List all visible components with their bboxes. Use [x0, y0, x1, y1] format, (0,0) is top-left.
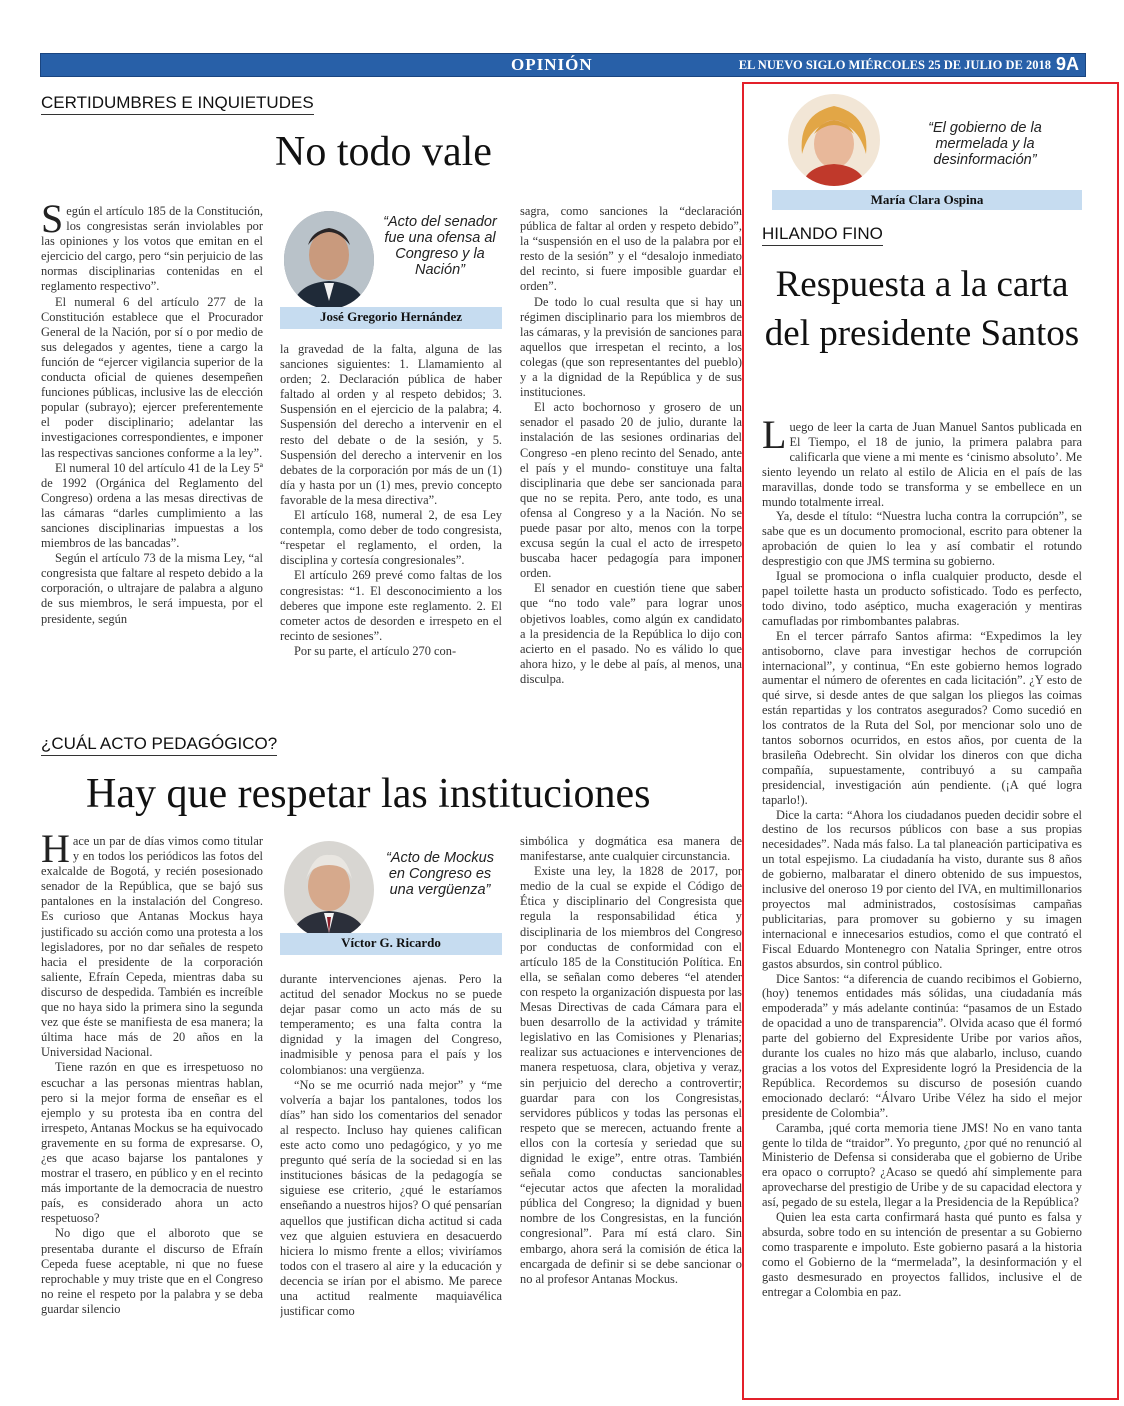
- drop-cap: S: [41, 204, 64, 241]
- pull-quote: “Acto del senador fue una ofensa al Congreso y la Nación”: [383, 214, 497, 278]
- portrait-illustration: [284, 211, 374, 309]
- author-quote-box: [280, 836, 502, 962]
- article3-body: L uego de leer la carta de Juan Manuel Santos publicada en El Tiempo, el 18 de junio, la primera palabra para calificarla que viene a mi mente es ‘cinismo absoluto’. Me siento leyendo un relato al estilo de Alicia en el país de las maravillas, donde todo se transforma y se embellece en un mundo totalmente irreal. Ya, desde el título: “Nuestra lucha contra la corrupción”, se sabe que es un documento promocional, escrito para obtener la aprobación de quien lo lea y así combatir el rotundo desprestigio con que JMS termina su gobierno. Igual se promociona o infla cualquier producto, desde el papel toilette hasta un producto sofisticado. Todo es perfecto, todo divino, todo aséptico, mucha exageración y mentiras camufladas por rimbombantes palabras. En el tercer párrafo Santos afirma: “Expedimos la ley antisoborno, clave para investigar hechos de corrupción internacional”, y continua, “En este gobierno hemos logrado aumentar el número de oferentes en cada licitación”. ¿Y esto de qué sirve, si desde antes de que salgan los pliegos las coimas están repartidas y los contratos asegurados? Como sucedió en los contratos de la Ruta del Sol, por mencionar solo uno de tantos sobornos ocurridos, en estos años, por cuenta de la brasileña Odebrecht. Sin olvidar los dineros con que dicha compañía, supuestamente, contribuyó a su campaña presidencial, investigación aún pendiente. (¡A qué logra taparlo!). Dice la carta: “Ahora los ciudadanos pueden decidir sobre el destino de los recursos públicos con base a sus propias necesidades”. Nada más falso. La tal planeación participativa es un total espejismo. La ciudadanía ha visto, durante sus 8 años de gobierno, malbaratar el dinero obtenido de sus impuestos, inclusive del oneroso 19 por ciento del IVA, en multimillonarios proyectos mal administrados, costosísimas campañas publicitarias, para promover su gobierno y su imagen internacional e innecesarios estudios, como el que contrató el Fiscal Eduardo Montenegro con Natalia Springer, entre otros gastos absurdos, sin control público. Dice Santos: “a diferencia de cuando recibimos el Gobierno, (hoy) tenemos entidades más sólidas, una ciudadanía más empoderada” y más adelante continúa: “pasamos de un Estado de opacidad a uno de transparencia”. Olvida acaso que él formó parte del gobierno del Expresidente Uribe por varios años, durante los cuales no hizo más que alabarlo, incluso, cuando gracias a los votos del Expresidente logró la Presidencia de la República. Recordemos su discurso de posesión cuando emocionado declaró: “Álvaro Uribe Vélez ha sido el mejor presidente de Colombia”. Caramba, ¡qué corta memoria tiene JMS! No en vano tanta gente lo tilda de “traidor”. Yo pregunto, ¿por qué no renunció al Ministerio de Defensa si consideraba que el gobierno de Uribe era opaco o corrupto? ¿Acaso se quedó ahí simplemente para aprovecharse del prestigio de Uribe y de su capacidad electora y así, pegado de su estela, llegar a la Presidencia de la República? Quien lea esta carta confirmará hasta qué punto es falsa y absurda, sobre todo en su intención de presentar a su Gobierno como trasparente e impoluto. Este gobierno pasará a la historia como el Gobierno de la “mermelada”, la desinformación y el gasto desmesurado en proyectos fallidos, inclusive el de entregar a Colombia en paz.: [762, 420, 1082, 1299]
- article2-kicker: ¿CUÁL ACTO PEDAGÓGICO?: [41, 734, 277, 756]
- article3-headline: Respuesta a la carta del presidente Santos: [764, 264, 1080, 354]
- article1-column-1: S egún el artículo 185 de la Constitución, los congresistas serán inviolables por las opiniones y los votos que emitan en el ejercicio del cargo, pero “sin perjuicio de las normas disciplinarias contenidas en el reglamento respectivo”. El numeral 6 del artículo 277 de la Constitución establece que el Procurador General de la Nación, por sí o por medio de sus delegados y agentes, tiene a cargo la función de “ejercer vigilancia superior de la conducta oficial de quienes desempeñen funciones públicas, inclusive las de elección popular (subrayo); ejercer preferentemente el poder disciplinario; adelantar las investigaciones correspondientes, e imponer las respectivas sanciones conforme a la ley”. El numeral 10 del artículo 41 de la Ley 5ª de 1992 (Orgánica del Reglamento del Congreso) ordena a las mesas directivas de las cámaras “darles cumplimiento a las sanciones disciplinarias impuestas a los miembros de las bancadas”. Según el artículo 73 de la misma Ley, “al congresista que faltare al respeto debido a la corporación, o ultrajare de palabra a alguno de sus miembros, le será impuesta, por el presidente, según: [41, 204, 263, 626]
- article2-column-2: durante intervenciones ajenas. Pero la actitud del senador Mockus no se puede dejar pasar como un acto más de su temperamento; es una falta contra la dignidad y la imagen del Congreso, inadmisible y penosa para el país y los colombianos: una vergüenza. “No se me ocurrió nada mejor” y “me volvería a bajar los pantalones, todos los días” han sido los comentarios del senador al respecto. Incluso hay quienes califican este acto como uno pedagógico, y yo me pregunto qué sería de la sociedad si en las instituciones básicas de la pedagogía se siguiese ese criterio, ¿qué le estaríamos enseñando a nuestros hijos? O qué pensarían aquellos que justifican dicha actitud si cada vez que alguien estuviera en desacuerdo hiciera lo mismo frente a ellos; viviríamos todos con el trasero al aire y la educación y decencia se irían por el abismo. Me parece una actitud realmente maquiavélica justificar como: [280, 972, 502, 1319]
- drop-cap: L: [762, 420, 787, 457]
- portrait-illustration: [284, 841, 374, 939]
- article1-column-2: la gravedad de la falta, alguna de las sanciones siguientes: 1. Llamamiento al orden; 2. Declaración pública de haber faltado al orden y al respeto debidos; 3. Suspensión en el ejercicio de la palabra; 4. Suspensión del derecho a intervenir en el resto del debate o de la sesión, y 5. Suspensión del derecho a intervenir en los debates de la corporación por más de un (1) día y hasta por un (1) mes, previo concepto favorable de la mesa directiva”. El artículo 168, numeral 2, de esa Ley contempla, como deber de todo congresista, “respetar el reglamento, el orden, la disciplina y cortesía congresionales”. El artículo 269 prevé como faltas de los congresistas: “1. El desconocimiento a los deberes que impone este reglamento. 2. El cometer actos de desorden e irrespeto en el recinto de sesiones”. Por su parte, el artículo 270 con-: [280, 342, 502, 658]
- author-photo: [284, 841, 374, 939]
- author-name: María Clara Ospina: [772, 190, 1082, 210]
- author-photo: [788, 94, 880, 186]
- author-quote-box: [280, 206, 502, 332]
- masthead-date: EL NUEVO SIGLO MIÉRCOLES 25 DE JULIO DE 2018: [738, 58, 1051, 72]
- portrait-illustration: [788, 94, 880, 186]
- author-name: Víctor G. Ricardo: [280, 933, 502, 955]
- author-name: José Gregorio Hernández: [280, 307, 502, 329]
- author-quote-box: [762, 90, 1082, 212]
- section-header-bar: [40, 53, 1086, 77]
- article2-column-1: H ace un par de días vimos como titular y en todos los periódicos las fotos del exalcalde de Bogotá, y recién posesionado senador de la República, que se bajó sus pantalones en la instalación del Congreso. Es curioso que Antanas Mockus haya justificado su acción como una protesta a los legisladores, por no dar señales de respeto hacia el presidente de la corporación saliente, Efraín Cepeda, mientras daba su discurso de despedida. También es increíble que no haya sido la primera sino la segunda vez que éste se manifiesta de esa manera; la última hace más de 20 años en la Universidad Nacional. Tiene razón en que es irrespetuoso no escuchar a las personas mientras hablan, pero si la mejor forma de enseñar es el ejemplo y su protesta iba en contra del irrespeto, Antanas Mockus se ha equivocado gravemente en su forma de expresarse. O, ¿es que acaso bajarse los pantalones y mostrar el trasero, en público y en el recinto más importante de la democracia de nuestro país, es considerado ahora un acto respetuoso? No digo que el alboroto que se presentaba durante el discurso de Efraín Cepeda fuese aceptable, ni que no fuese reprochable y muy triste que en el Congreso no reine el respeto por la palabra y se deba guardar silencio: [41, 834, 263, 1316]
- section-title: OPINIÓN: [511, 55, 593, 74]
- article2-column-3: simbólica y dogmática esa manera de manifestarse, ante cualquier circunstancia. Existe una ley, la 1828 de 2017, por medio de la cual se expide el Código de Ética y disciplinario del Congresista que regula la responsabilidad ética y disciplinaria de los miembros del Congreso por conductas de conformidad con el artículo 185 de la Constitución Política. En ella, se señalan como deberes “el atender con respeto la organización dispuesta por las Mesas Directivas de cada Cámara para el buen desarrollo de la actividad y trámite legislativo en las Comisiones y Plenarias; realizar sus actuaciones e intervenciones de manera respetuosa, clara, objetiva y veraz, sin perjuicio del derecho a controvertir; guardar para con los Congresistas, servidores públicos y todas las personas el respeto que se merecen, actuando frente a ellos con la cortesía y seriedad que su dignidad le exige”, entre otras. También señala como conductas sancionables “ejecutar actos que afecten la moralidad pública del Congreso; la dignidad y buen nombre de los Congresistas, en la función congresional”. Para mí está claro. Sin embargo, ahora será la comisión de ética la encargada de definir si se debe sancionar o no al profesor Antanas Mockus.: [520, 834, 742, 1286]
- article3-kicker: HILANDO FINO: [762, 224, 883, 246]
- author-photo: [284, 211, 374, 309]
- article1-headline: No todo vale: [275, 129, 492, 175]
- article1-column-3: sagra, como sanciones la “declaración pública de faltar al orden y respeto debido”, la “suspensión en el uso de la palabra por el resto de la sesión” y el “desalojo inmediato del recinto, si fuere imposible guardar el orden”. De todo lo cual resulta que si hay un régimen disciplinario para los miembros de las cámaras, y la previsión de sanciones para aquellos que irrespetan el recinto, a los colegas (que son representantes del pueblo) y a la dignidad de la República y de sus instituciones. El acto bochornoso y grosero de un senador el pasado 20 de julio, durante la instalación de las sesiones ordinarias del Congreso -en pleno recinto del Senado, ante el país y el mundo- constituye una falta disciplinaria que debe ser sancionada para que no se repita. Pero, ante todo, es una ofensa al Congreso y a la Nación. No se puede pasar por alto, menos con la torpe excusa según la cual el acto de irrespeto buscaba hacer pedagogía para imponer orden. El senador en cuestión tiene que saber que “no todo vale” para lograr unos objetivos loables, como algún ex candidato a la presidencia de la República lo dijo con acierto en el pasado. No es válido lo que ahora hizo, y le debe al país, al menos, una disculpa.: [520, 204, 742, 686]
- drop-cap: H: [41, 834, 70, 871]
- article1-kicker: CERTIDUMBRES E INQUIETUDES: [41, 93, 314, 115]
- pull-quote: “Acto de Mockus en Congreso es una vergüenza”: [386, 850, 494, 898]
- page-number: 9A: [1055, 54, 1079, 74]
- pull-quote: “El gobierno de la mermelada y la desinformación”: [928, 120, 1042, 168]
- article2-headline: Hay que respetar las instituciones: [86, 771, 651, 817]
